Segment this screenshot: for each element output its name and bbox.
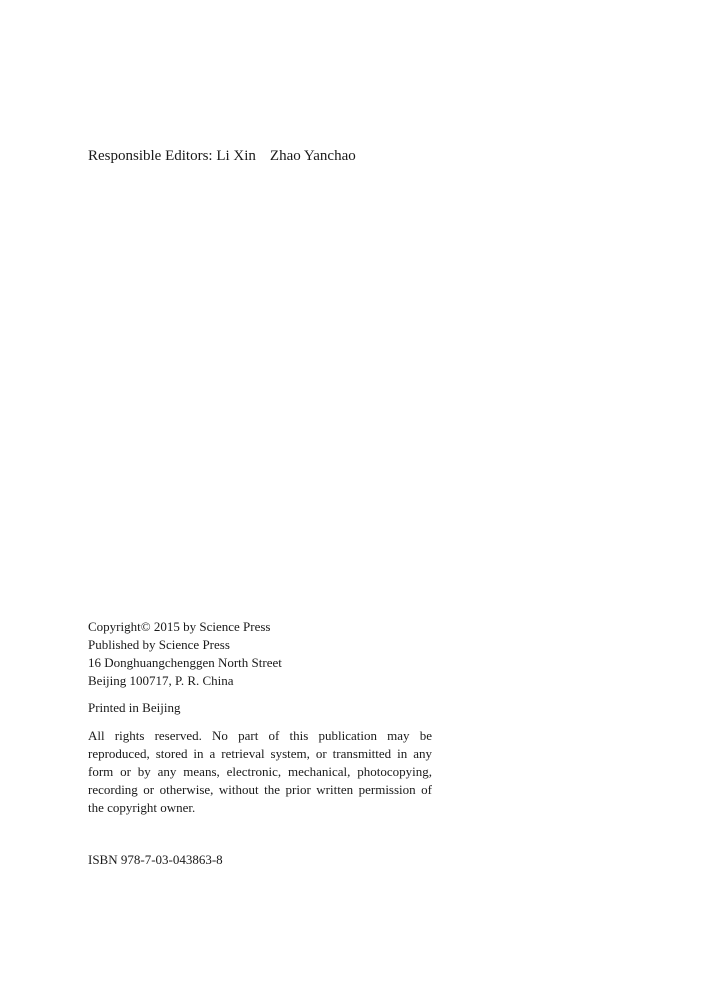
copyright-line: Copyright© 2015 by Science Press [88,619,271,634]
editor-name: Li Xin [216,148,256,164]
printed-in: Printed in Beijing [88,700,181,715]
editors-label: Responsible Editors: [88,148,213,164]
publisher-line: Published by Science Press [88,637,230,652]
address-line-1: 16 Donghuangchenggen North Street [88,655,282,670]
isbn: ISBN 978-7-03-043863-8 [88,852,223,867]
responsible-editors [88,146,356,166]
rights-statement: All rights reserved. No part of this publication may be reproduced, stored in a retrieval system, or transmitted in any form or by any means, electronic, mechanical, photocopying, recording or otherwise, without the prior written permission of the copyright owner. [88,728,432,815]
publication-info [88,618,282,690]
editor-name: Zhao Yanchao [269,148,356,164]
address-line-2: Beijing 100717, P. R. China [88,673,234,688]
